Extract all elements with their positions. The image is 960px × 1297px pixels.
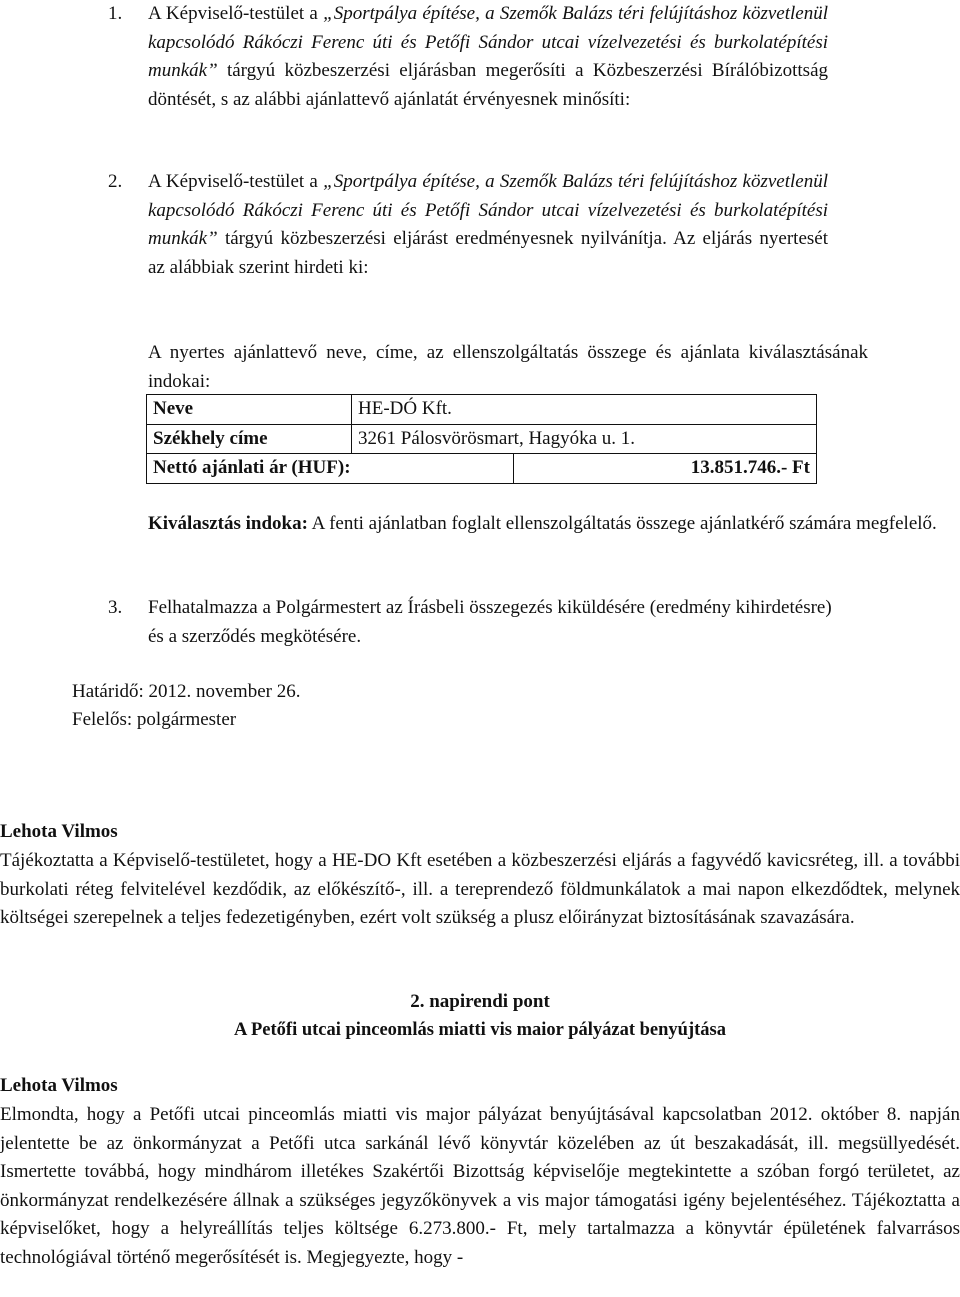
item-text: A Képviselő-testület a „Sportpálya építése, a Szemők Balázs téri felújításhoz közvetlenül kapcsolódó Rákóczi Ferenc úti és Petőfi Sándor utcai vízelvezetési és burkolatépítési munkák” tárgyú közbeszerzési eljárásban megerősíti a Közbeszerzési Bírálóbizottság döntését, s az alábbi ajánlattevő ajánlatát érvényesnek minősíti: [148, 3, 828, 110]
price-value: 13.851.746.- Ft [514, 454, 817, 484]
speaker-paragraph: Elmondta, hogy a Petőfi utcai pinceomlás miatti vis major pályázat benyújtásával kapcsolatban 2012. október 8. napján jelentette be az önkormányzat a Petőfi utca sarkánál lévő könyvtár közelében az út beszakadását, ill. megsüllyedését. Ismertette továbbá, hogy mindhárom illetékes Szakértői Bizottság képviselője megtekintette a szóban forgó területet, az önkormányzat rendelkezésére állnak a szükséges jegyzőkönyvek a vis major támogatási igény bejelentéséhez. Tájékoztatta a képviselőket, hogy a helyreállítás teljes költsége 6.273.800.- Ft, mely tartalmazza a könyvtár épületének falvarrásos technológiával történő megerősítését is. Megjegyezte, hogy - [0, 1104, 960, 1268]
seat-label: Székhely címe [147, 424, 352, 454]
reason-label: Kiválasztás indoka: [148, 513, 308, 534]
name-label: Neve [147, 395, 352, 425]
seat-value: 3261 Pálosvörösmart, Hagyóka u. 1. [352, 424, 817, 454]
item-number: 2. [108, 171, 123, 192]
speaker-name: Lehota Vilmos [0, 1075, 118, 1096]
item-text: Felhatalmazza a Polgármestert az Írásbeli összegezés kiküldésére (eredmény kihirdetésre) és a szerződés megkötésére. [148, 597, 832, 647]
table-row [147, 454, 817, 484]
winner-table [146, 394, 817, 484]
speaker-paragraph: Tájékoztatta a Képviselő-testületet, hogy a HE-DO Kft esetében a közbeszerzési eljárás a fagyvédő kavicsréteg, ill. a további burkolati réteg felvitelével kezdődik, az előkészítő-, ill. a tereprendező földmunkálatok a mai napon elkezdődtek, melynek költségei szerepelnek a teljes fedezetigényben, ezért volt szükség a plusz előirányzat biztosításának szavazására. [0, 850, 960, 928]
winner-intro: A nyertes ajánlattevő neve, címe, az ellenszolgáltatás összege és ajánlata kiválasztásának indokai: [148, 342, 868, 392]
resolution-item-1 [108, 0, 828, 114]
table-row [147, 395, 817, 425]
agenda-number: 2. napirendi pont [410, 991, 550, 1012]
table-row [147, 424, 817, 454]
resolution-item-2 [108, 168, 828, 282]
speaker-name: Lehota Vilmos [0, 821, 118, 842]
name-value: HE-DÓ Kft. [352, 395, 817, 425]
responsible: Felelős: polgármester [72, 709, 237, 730]
item-text: A Képviselő-testület a „Sportpálya építése, a Szemők Balázs téri felújításhoz közvetlenül kapcsolódó Rákóczi Ferenc úti és Petőfi Sándor utcai vízelvezetési és burkolatépítési munkák” tárgyú közbeszerzési eljárást eredményesnek nyilvánítja. Az eljárás nyertesét az alábbiak szerint hirdeti ki: [148, 171, 828, 278]
selection-reason [148, 510, 944, 539]
resolution-item-3 [108, 594, 848, 651]
agenda-title: A Petőfi utcai pinceomlás miatti vis maior pályázat benyújtása [234, 1020, 726, 1040]
price-label: Nettó ajánlati ár (HUF): [147, 454, 514, 484]
item-number: 3. [108, 597, 123, 618]
deadline: Határidő: 2012. november 26. [72, 681, 301, 702]
reason-text: A fenti ajánlatban foglalt ellenszolgáltatás összege ajánlatkérő számára megfelelő. [307, 513, 937, 534]
item-number: 1. [108, 3, 123, 24]
